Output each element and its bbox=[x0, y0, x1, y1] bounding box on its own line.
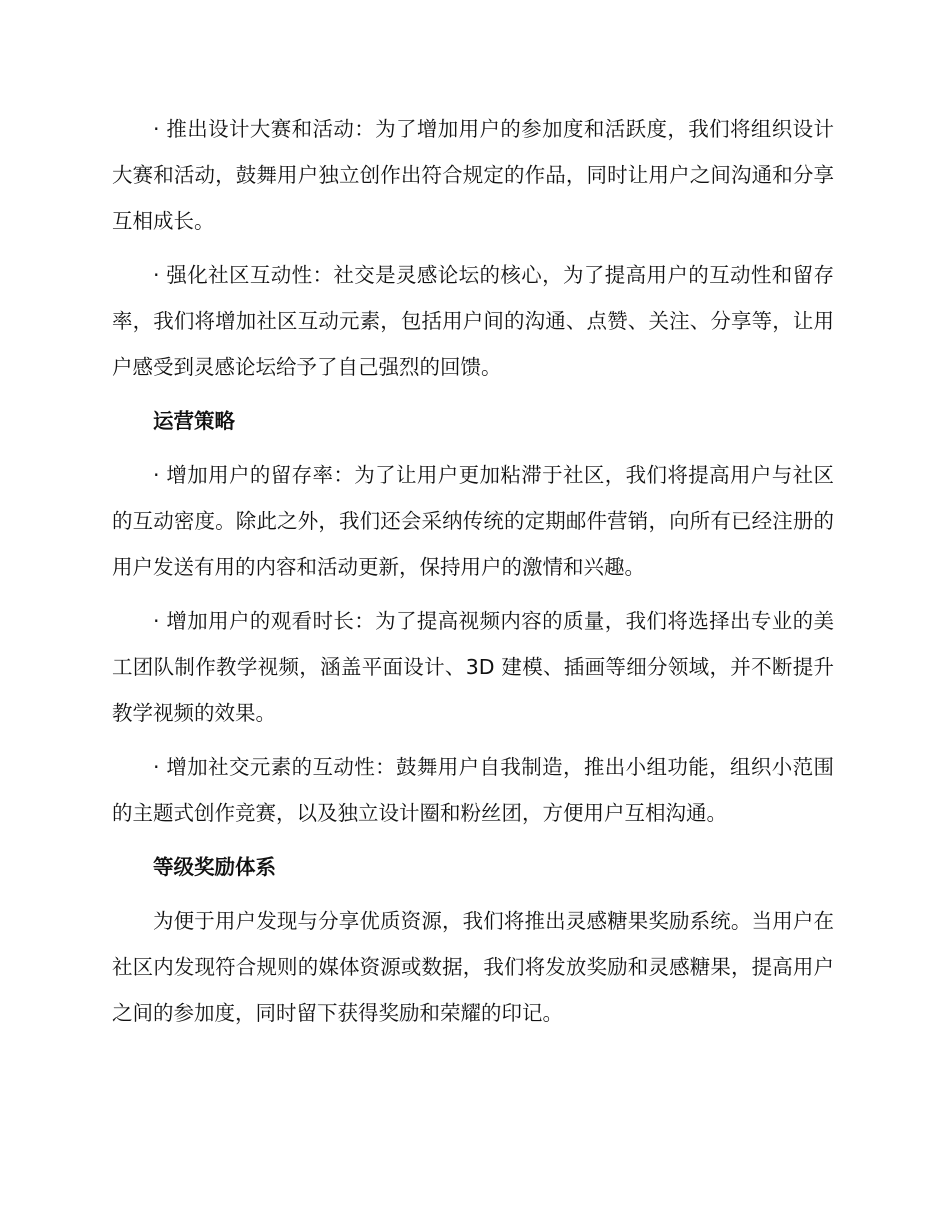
paragraph-community-interaction: · 强化社区互动性：社交是灵感论坛的核心，为了提高用户的互动性和留存率，我们将增加社区互动元素，包括用户间的沟通、点赞、关注、分享等，让用户感受到灵感论坛给予了自己强烈的回馈。 bbox=[112, 263, 834, 379]
section-heading-operations-strategy: 运营策略 bbox=[153, 409, 235, 433]
paragraph-reward-system: 为便于用户发现与分享优质资源，我们将推出灵感糖果奖励系统。当用户在社区内发现符合规则的媒体资源或数据，我们将发放奖励和灵感糖果，提高用户之间的参加度，同时留下获得奖励和荣耀的印记。 bbox=[112, 909, 834, 1025]
paragraph-social-elements: · 增加社交元素的互动性：鼓舞用户自我制造，推出小组功能，组织小范围的主题式创作竞赛，以及独立设计圈和粉丝团，方便用户互相沟通。 bbox=[112, 755, 834, 825]
paragraph-design-contest: · 推出设计大赛和活动：为了增加用户的参加度和活跃度，我们将组织设计大赛和活动，鼓舞用户独立创作出符合规定的作品，同时让用户之间沟通和分享互相成长。 bbox=[112, 117, 834, 233]
section-heading-reward-system: 等级奖励体系 bbox=[153, 855, 276, 879]
document-body bbox=[112, 106, 834, 1044]
paragraph-retention-rate: · 增加用户的留存率：为了让用户更加粘滞于社区，我们将提高用户与社区的互动密度。除此之外，我们还会采纳传统的定期邮件营销，向所有已经注册的用户发送有用的内容和活动更新，保持用户的激情和兴趣。 bbox=[112, 463, 834, 579]
paragraph-watch-time: · 增加用户的观看时长：为了提高视频内容的质量，我们将选择出专业的美工团队制作教学视频，涵盖平面设计、3D 建模、插画等细分领域，并不断提升教学视频的效果。 bbox=[112, 609, 834, 725]
